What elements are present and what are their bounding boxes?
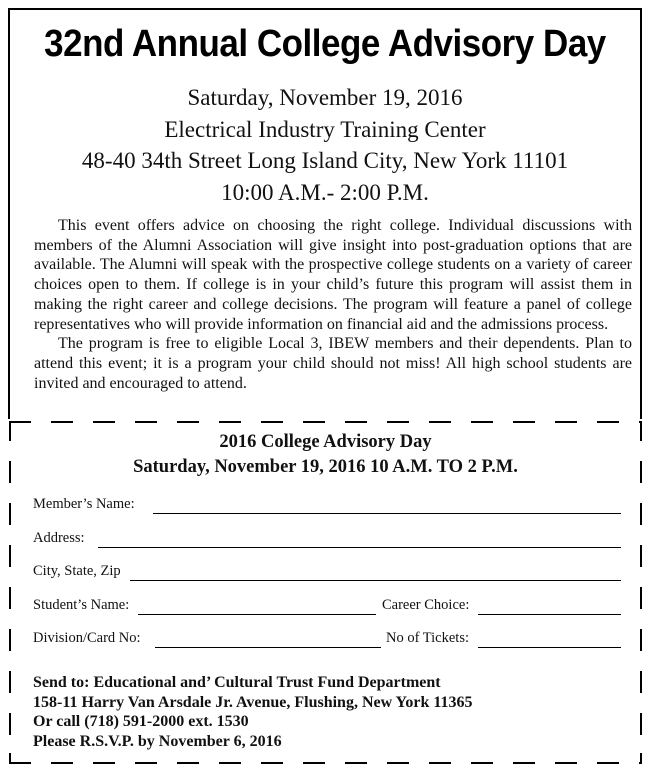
num-tickets-label: No of Tickets:: [386, 630, 469, 646]
flyer-box: [8, 8, 642, 419]
division-card-field[interactable]: [155, 647, 381, 648]
career-choice-label: Career Choice:: [382, 597, 470, 613]
form-subheading: Saturday, November 19, 2016 10 A.M. TO 2 P.M.: [133, 457, 518, 477]
form-heading: 2016 College Advisory Day: [219, 432, 432, 452]
city-state-zip-field[interactable]: [130, 580, 621, 581]
cut-line-top: [9, 421, 642, 423]
address-label: Address:: [33, 530, 85, 546]
address-row: [33, 529, 621, 549]
send-to-line: Send to: Educational and’ Cultural Trust Fund Department: [33, 674, 441, 691]
student-name-label: Student’s Name:: [33, 597, 130, 613]
member-name-field[interactable]: [153, 513, 621, 514]
description-paragraph: The program is free to eligible Local 3, IBEW members and their dependents. Plan to attend this event; it is a program your child should not miss! All high school students are invited and encouraged to attend.: [34, 335, 632, 392]
description-paragraph: This event offers advice on choosing the right college. Individual discussions with members of the Alumni Association will give insight into post-graduation options that are available. The Alumni will speak with the prospective college students on a variety of career choices open to them. If college is in your child’s future this program will assist them in making the right career and college decisions. The program will feature a panel of college representatives who will provide information on financial aid and the admissions process.: [34, 217, 632, 333]
event-venue: Electrical Industry Training Center: [164, 116, 486, 142]
member-name-row: [33, 495, 621, 515]
num-tickets-field[interactable]: [478, 647, 621, 648]
event-address: 48-40 34th Street Long Island City, New York 11101: [81, 148, 569, 173]
division-tickets-row: [33, 629, 621, 649]
event-info: [10, 82, 640, 208]
phone-line: Or call (718) 591-2000 ext. 1530: [33, 713, 249, 731]
flyer-description: [34, 216, 632, 393]
cut-corner: [9, 753, 11, 764]
city-state-zip-row: [33, 562, 621, 582]
event-time: 10:00 A.M.- 2:00 P.M.: [221, 179, 429, 205]
flyer-title: 32nd Annual College Advisory Day: [44, 23, 606, 65]
career-choice-field[interactable]: [478, 614, 621, 615]
address-field[interactable]: [98, 547, 621, 548]
event-date: Saturday, November 19, 2016: [187, 85, 463, 110]
cut-line-bottom: [9, 762, 642, 764]
rsvp-deadline-line: Please R.S.V.P. by November 6, 2016: [33, 732, 282, 750]
student-career-row: [33, 596, 621, 616]
mailing-address-line: 158-11 Harry Van Arsdale Jr. Avenue, Flushing, New York 11365: [33, 693, 473, 711]
member-name-label: Member’s Name:: [33, 496, 135, 512]
mailing-instructions: [33, 673, 472, 751]
student-name-field[interactable]: [138, 614, 376, 615]
cut-corner: [640, 753, 642, 764]
city-state-zip-label: City, State, Zip: [33, 563, 121, 579]
division-card-label: Division/Card No:: [33, 630, 141, 646]
